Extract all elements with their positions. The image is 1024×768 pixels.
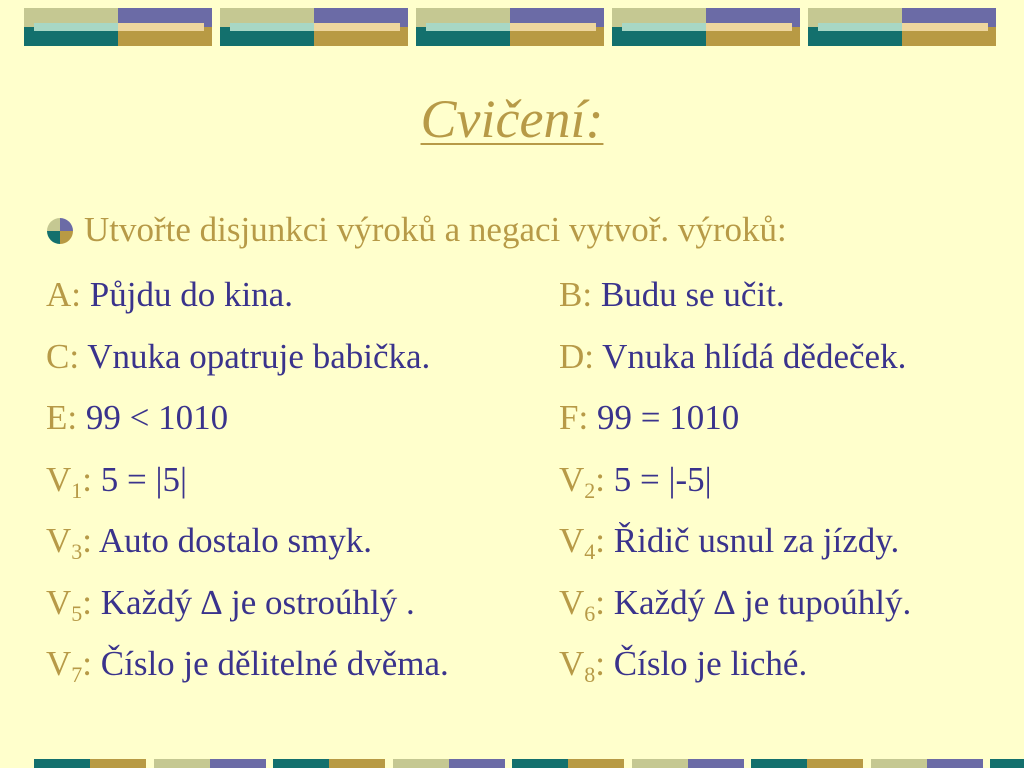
statement-letter: V [559, 521, 585, 560]
bottom-banner-tile [154, 759, 266, 768]
bottom-banner-tile [393, 759, 505, 768]
statement-separator: : [595, 521, 606, 560]
statement-text: 99 < 1010 [77, 398, 229, 437]
statement-label [559, 275, 592, 314]
statement-label [46, 275, 81, 314]
statement-label [46, 459, 93, 503]
statement-text: 5 = |5| [92, 459, 188, 499]
statement-subscript: 8 [584, 662, 596, 687]
statement-v4 [559, 516, 899, 566]
statement-separator: : [71, 275, 82, 314]
statement-subscript: 6 [584, 600, 596, 626]
statement-separator: : [67, 398, 78, 437]
statement-text: Každý ∆ je tupoúhlý. [605, 582, 912, 622]
bullet-text: Utvořte disjunkci výroků a negaci vytvoř. výroků: [84, 210, 787, 249]
top-banner-tile [24, 8, 212, 46]
slide-title-text: Cvičení: [420, 89, 604, 149]
slide-title [0, 84, 1024, 154]
statement-letter: A [46, 275, 72, 314]
statement-v1 [46, 455, 187, 505]
statement-separator: : [82, 459, 93, 499]
statement-label [559, 337, 594, 376]
statement-separator: : [82, 521, 93, 560]
bottom-banner-tile [512, 759, 624, 768]
statement-text: Auto dostalo smyk. [92, 521, 373, 560]
statement-v3 [46, 516, 372, 566]
bottom-banner-tile [751, 759, 863, 768]
statement-separator: : [578, 398, 589, 437]
bottom-banner-tile [632, 759, 744, 768]
statement-subscript: 7 [71, 662, 83, 687]
statement-label [46, 582, 93, 626]
statement-v8 [559, 639, 807, 689]
statement-separator: : [584, 336, 595, 376]
bottom-banner-tile [990, 759, 1024, 768]
statement-label [46, 644, 93, 687]
statement-text: Řidič usnul za jízdy. [605, 521, 900, 560]
statement-separator: : [82, 644, 93, 683]
statement-separator: : [69, 336, 80, 376]
statement-separator: : [582, 275, 593, 314]
statement-v5 [46, 578, 415, 628]
statement-v2 [559, 455, 712, 505]
statement-letter: V [46, 521, 72, 560]
statement-separator: : [82, 582, 93, 622]
statement-letter: V [46, 582, 72, 622]
statement-text: Číslo je liché. [605, 644, 808, 683]
bottom-banner-tile [871, 759, 983, 768]
statement-letter: V [559, 582, 585, 622]
statement-label [559, 398, 588, 437]
statement-label [46, 521, 93, 564]
statement-letter: F [559, 398, 579, 437]
statement-letter: B [559, 275, 583, 314]
statement-subscript: 5 [71, 600, 83, 626]
statement-letter: C [46, 336, 70, 376]
statement-letter: E [46, 398, 68, 437]
statement-letter: V [46, 644, 72, 683]
statement-subscript: 4 [584, 539, 596, 564]
statement-subscript: 3 [71, 539, 83, 564]
statement-label [559, 582, 606, 626]
bullet-instruction [46, 205, 787, 255]
top-banner-tile [808, 8, 996, 46]
bottom-banner-tile [273, 759, 385, 768]
bottom-banner-tile [34, 759, 146, 768]
statement-text: Vnuka hlídá dědeček. [594, 336, 907, 376]
statement-text: Budu se učit. [592, 275, 785, 314]
statement-letter: V [559, 459, 585, 499]
top-banner-tile [416, 8, 604, 46]
statement-v7 [46, 639, 449, 689]
statement-a [46, 270, 293, 320]
top-banner-tile [220, 8, 408, 46]
statement-c [46, 332, 430, 382]
statement-label [46, 398, 77, 437]
quartered-circle-bullet-icon [46, 217, 74, 245]
statement-d [559, 332, 906, 382]
statement-text: Půjdu do kina. [81, 275, 293, 314]
statement-separator: : [595, 644, 606, 683]
statement-text: 99 = 1010 [588, 398, 740, 437]
statement-label [559, 521, 606, 564]
statement-v6 [559, 578, 911, 628]
statement-text: Každý ∆ je ostroúhlý . [92, 582, 415, 622]
statement-letter: V [46, 459, 72, 499]
statement-label [559, 644, 606, 687]
statement-separator: : [595, 459, 606, 499]
statement-letter: D [559, 336, 585, 376]
statement-b [559, 270, 785, 320]
statement-letter: V [559, 644, 585, 683]
statement-subscript: 2 [584, 477, 596, 503]
statement-label [559, 459, 606, 503]
statement-text: Vnuka opatruje babička. [79, 336, 431, 376]
statement-text: 5 = |-5| [605, 459, 712, 499]
statement-separator: : [595, 582, 606, 622]
statement-text: Číslo je dělitelné dvěma. [92, 644, 449, 683]
statement-label [46, 337, 79, 376]
statement-f [559, 393, 739, 443]
statement-subscript: 1 [71, 477, 83, 503]
statement-e [46, 393, 228, 443]
top-banner-tile [612, 8, 800, 46]
